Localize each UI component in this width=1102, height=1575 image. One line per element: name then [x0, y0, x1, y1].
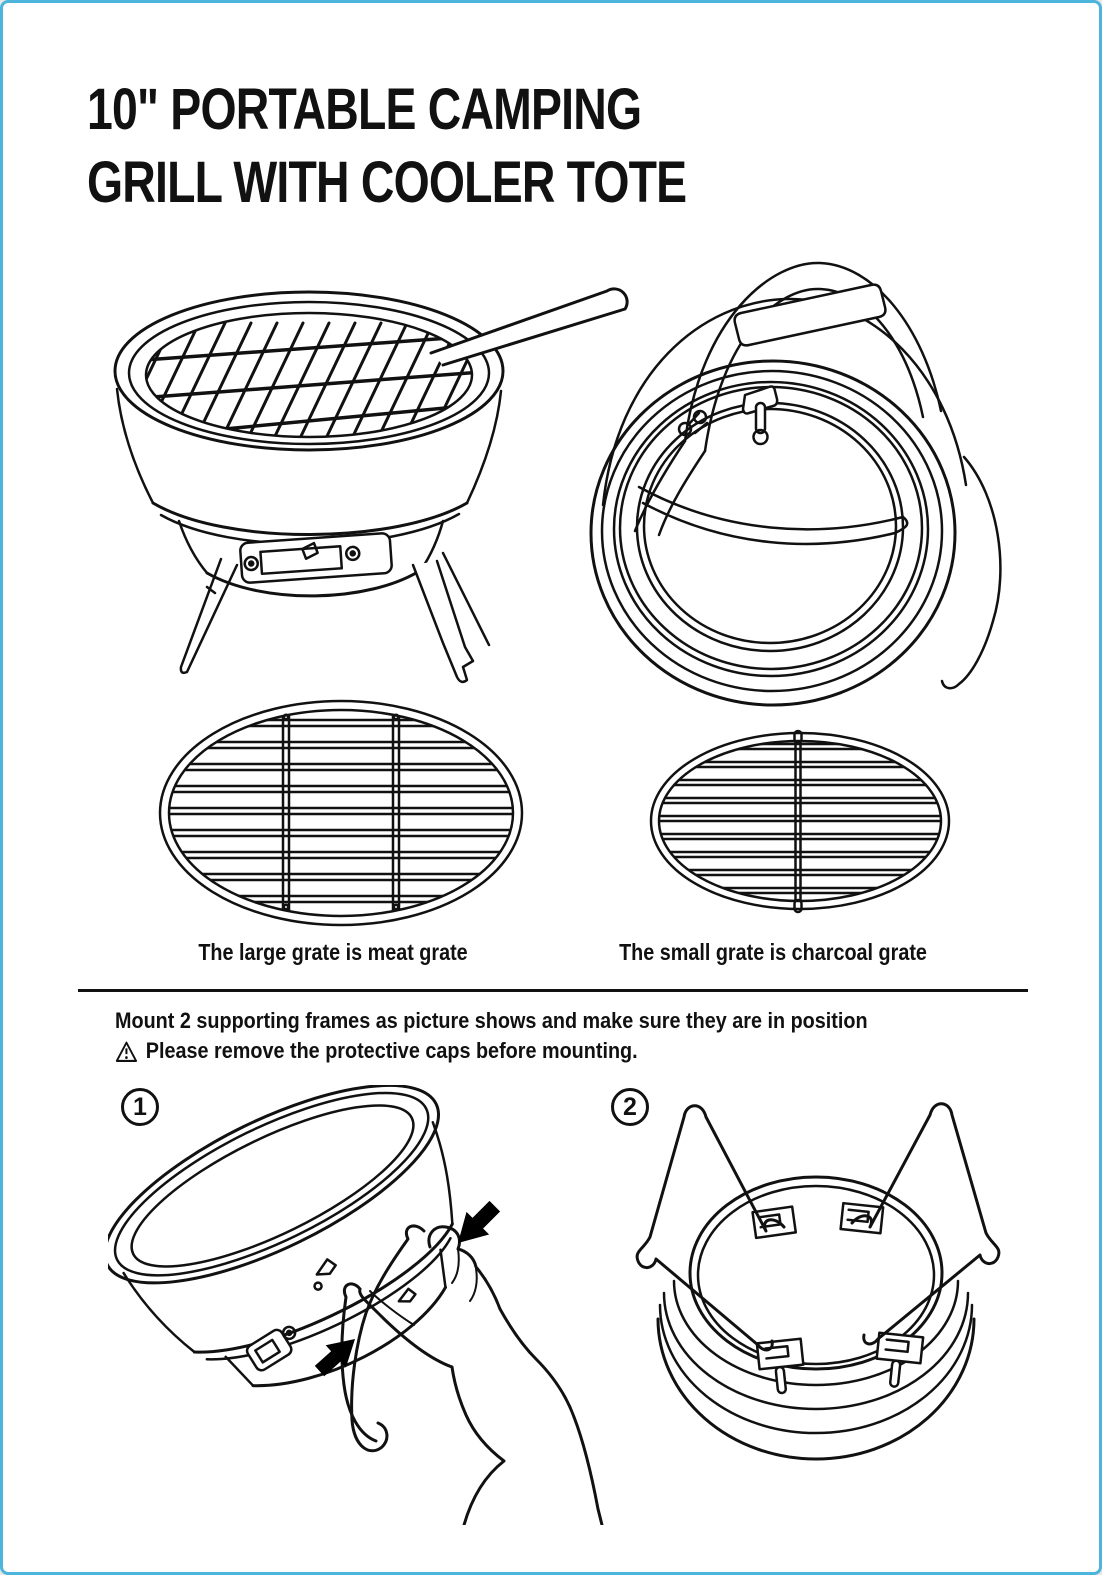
support-frame-wire	[352, 1226, 424, 1451]
small-grate-illustration	[645, 729, 955, 914]
page-title	[87, 73, 686, 219]
warning-text: Please remove the protective caps before mounting.	[145, 1038, 638, 1063]
mount-instruction: Mount 2 supporting frames as picture shows and make sure they are in position	[115, 1008, 868, 1033]
small-grate-caption: The small grate is charcoal grate	[619, 939, 927, 965]
step-1-illustration	[108, 1085, 608, 1525]
bracket-top-left	[753, 1207, 796, 1238]
warning-instruction	[115, 1038, 638, 1064]
hand	[360, 1227, 602, 1525]
step-2-badge: 2	[611, 1088, 649, 1126]
section-divider	[78, 989, 1028, 992]
vent-plate	[240, 533, 392, 583]
bracket-top-right	[841, 1203, 883, 1233]
arrow-down-left	[458, 1201, 500, 1243]
warning-triangle-icon	[115, 1040, 138, 1063]
vent-latch	[245, 1321, 304, 1372]
large-grate-caption: The large grate is meat grate	[198, 939, 468, 965]
grill-illustration	[91, 253, 651, 713]
step-2-illustration	[608, 1081, 1028, 1531]
step-1-badge: 1	[121, 1088, 159, 1126]
page-title-line2: GRILL WITH COOLER TOTE	[87, 150, 687, 215]
cooler-tote-illustration	[573, 233, 1005, 715]
strap-grip-pad	[735, 285, 886, 346]
large-grate-illustration	[151, 695, 531, 935]
page-title-line1: 10" PORTABLE CAMPING	[87, 77, 642, 142]
